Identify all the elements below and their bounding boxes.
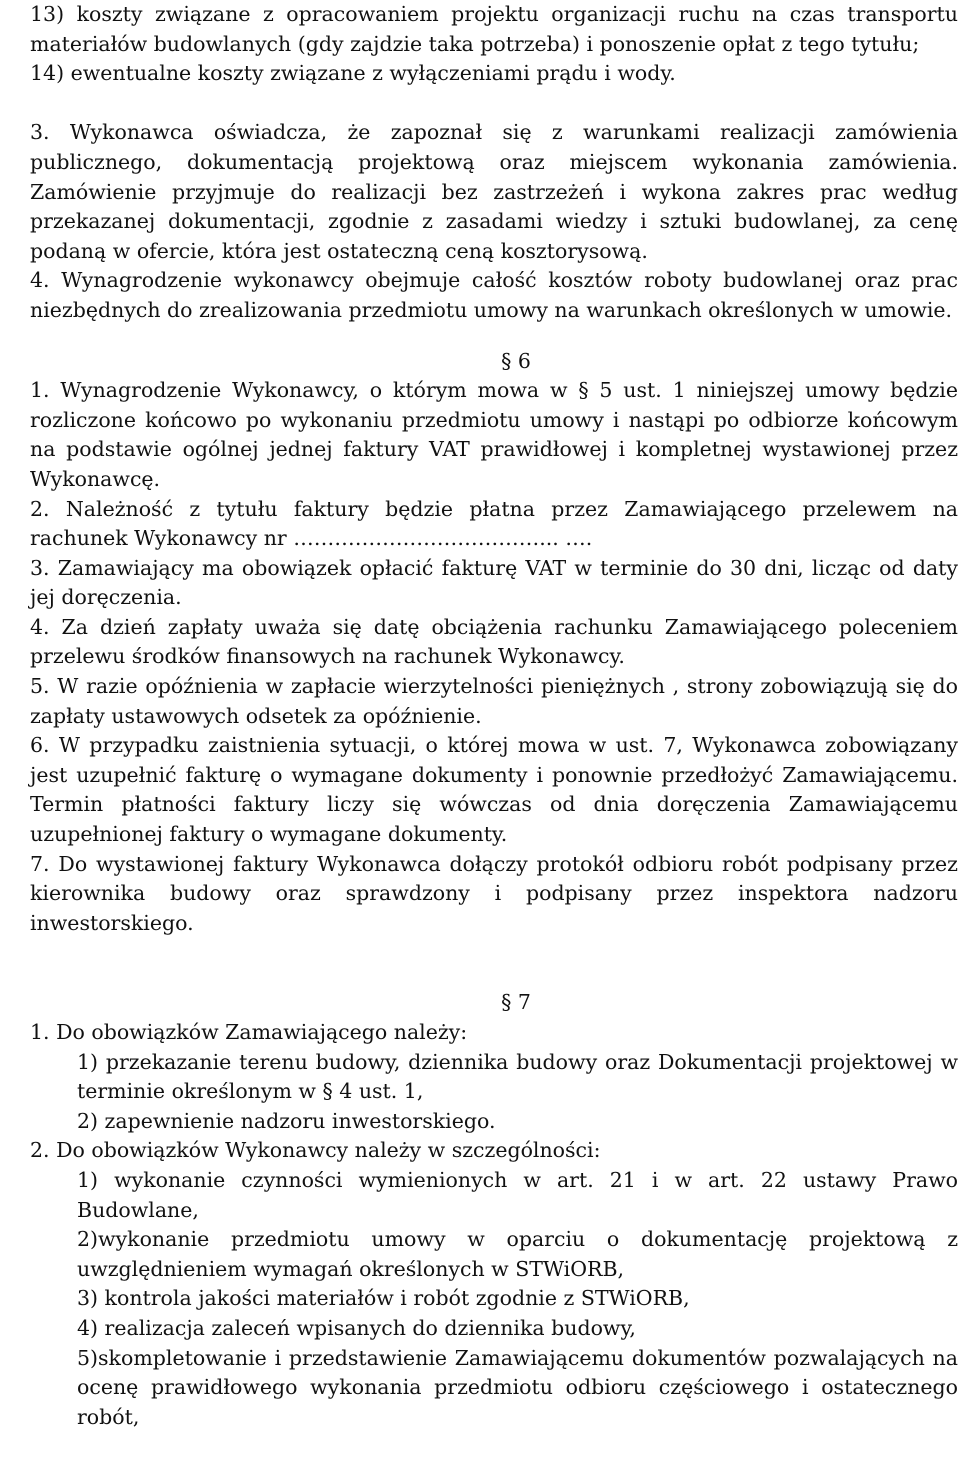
sec6-item-7: 7. Do wystawionej faktury Wykonawca dołączy protokół odbioru robót podpisany przez kierownika budowy oraz sprawdzony i podpisany przez inspektora nadzoru inwestorskiego. [30,851,958,935]
spacer [30,938,958,988]
paragraph-3: 3. Wykonawca oświadcza, że zapoznał się z warunkami realizacji zamówienia publicznego, dokumentacją projektową oraz miejscem wykonania zamówienia. Zamówienie przyjmuje do realizacji bez zastrzeżeń i wykona zakres prac według przekazanej dokumentacji, zgodnie z zasadami wiedzy i sztuki budowlanej, za cenę podaną w ofercie, która jest ostateczną ceną kosztorysową. [30,120,958,263]
sec6-item-2: 2. Należność z tytułu faktury będzie płatna przez Zamawiającego przelewem na rachunek Wykonawcy nr ………………………………... …. [30,496,958,551]
paragraph-13: 13) koszty związane z opracowaniem projektu organizacji ruchu na czas transportu materiałów budowlanych (gdy zajdzie taka potrzeba) i ponoszenie opłat z tego tytułu; [30,2,958,56]
paragraph-14: 14) ewentualne koszty związane z wyłączeniami prądu i wody. [30,61,676,86]
sec7-p1-item-1: 1) przekazanie terenu budowy, dziennika budowy oraz Dokumentacji projektowej w terminie określonym w § 4 ust. 1, [77,1049,958,1104]
sec7-paragraph-1: 1. Do obowiązków Zamawiającego należy: [30,1020,468,1044]
sec6-item-1: 1. Wynagrodzenie Wykonawcy, o którym mowa w § 5 ust. 1 niniejszej umowy będzie rozliczone końcowo po wykonaniu przedmiotu umowy i nastąpi po odbiorze końcowym na podstawie ogólnej jednej faktury VAT prawidłowej i kompletnej wystawionej przez Wykonawcę. [30,378,958,491]
sec6-item-6: 6. W przypadku zaistnienia sytuacji, o której mowa w ust. 7, Wykonawca zobowiązany jest uzupełnić fakturę o wymagane dokumenty i ponownie przedłożyć Zamawiającemu. Termin płatności faktury liczy się wówczas od dnia doręczenia Zamawiającemu uzupełnionej faktury o wymagane dokumenty. [30,733,958,847]
sec7-paragraph-2: 2. Do obowiązków Wykonawcy należy w szczególności: [30,1138,601,1163]
sec7-p2-item-5: 5)skompletowanie i przedstawienie Zamawiającemu dokumentów pozwalających na ocenę prawidłowego wykonania przedmiotu odbioru częściowego i ostatecznego robót, [77,1345,958,1429]
spacer [30,89,958,119]
spacer [30,326,958,347]
section-heading-7: § 7 [501,990,531,1015]
sec6-item-5: 5. W razie opóźnienia w zapłacie wierzytelności pieniężnych , strony zobowiązują się do zapłaty ustawowych odsetek za opóźnienie. [30,674,958,728]
sec6-item-4: 4. Za dzień zapłaty uważa się datę obciążenia rachunku Zamawiającego poleceniem przelewu środków finansowych na rachunek Wykonawcy. [30,614,958,669]
section-heading-6: § 6 [501,348,531,373]
sec7-p2-item-2: 2)wykonanie przedmiotu umowy w oparciu o dokumentację projektową z uwzględnieniem wymagań określonych w STWiORB, [77,1227,958,1281]
sec7-p1-item-2: 2) zapewnienie nadzoru inwestorskiego. [77,1108,496,1133]
sec7-p2-item-3: 3) kontrola jakości materiałów i robót zgodnie z STWiORB, [77,1286,690,1311]
sec7-p2-item-1: 1) wykonanie czynności wymienionych w art. 21 i w art. 22 ustawy Prawo Budowlane, [77,1167,958,1222]
sec7-p2-item-4: 4) realizacja zaleceń wpisanych do dziennika budowy, [77,1315,636,1340]
paragraph-4: 4. Wynagrodzenie wykonawcy obejmuje całość kosztów roboty budowlanej oraz prac niezbędnych do zrealizowania przedmiotu umowy na warunkach określonych w umowie. [30,268,958,322]
sec6-item-3: 3. Zamawiający ma obowiązek opłacić fakturę VAT w terminie do 30 dni, licząc od daty jej doręczenia. [30,555,958,610]
